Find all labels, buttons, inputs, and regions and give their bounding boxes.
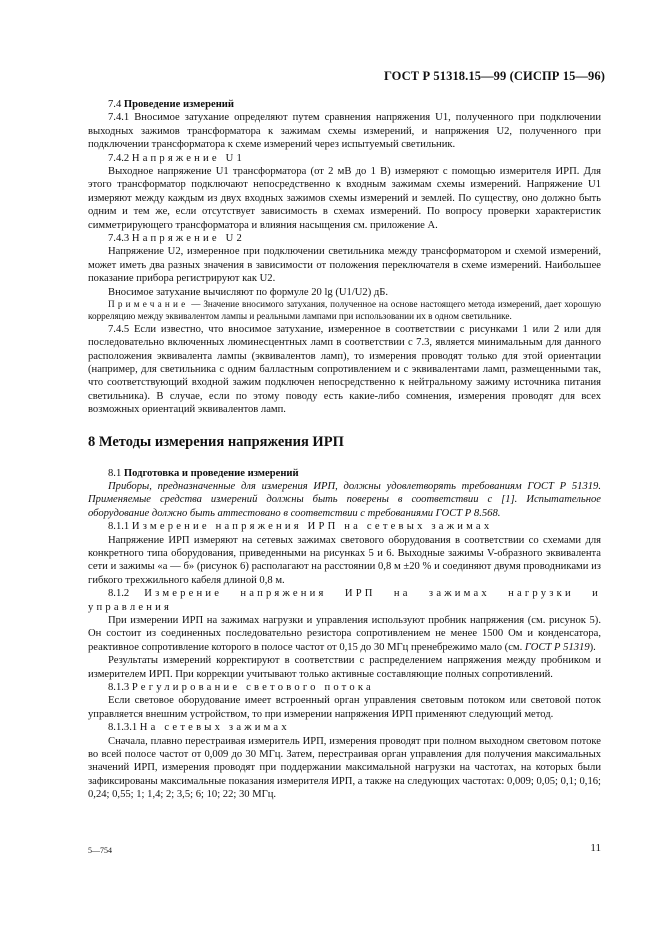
note-label: Примечание <box>108 299 189 310</box>
paragraph-text: ). <box>589 641 596 653</box>
subsection-number: 7.4.3 <box>108 233 130 245</box>
subsection-8-1-1-heading <box>88 520 601 533</box>
paragraph-results-correction: Результаты измерений корректируют в соответствии с распределением напряжения между пробником и измерителем ИРП. При коррекции учитывают только активные составляющие полных сопротивлений. <box>88 655 601 680</box>
paragraph-7-4-1: 7.4.1 Вносимое затухание определяют путем сравнения напряжения U1, полученного при подключении выходных зажимов трансформатора к зажимам схемы измерений, и напряжения U2, полученного при подключении трансформатора к схеме измерений через испытуемый светильник. <box>88 112 601 151</box>
subsection-number: 7.4.2 <box>108 152 130 164</box>
standard-reference: ГОСТ Р 51319 <box>524 641 590 653</box>
paragraph-8-1-2 <box>88 614 601 654</box>
document-header: ГОСТ Р 51318.15—99 (СИСПР 15—96) <box>383 69 605 83</box>
subsection-title: Подготовка и проведение измерений <box>123 467 299 479</box>
subsection-number: 8.1.3 <box>108 682 130 694</box>
subsection-7-4-3-heading <box>88 232 601 245</box>
subsection-number: 8.1 <box>108 467 122 479</box>
section-8-title: 8 Методы измерения напряжения ИРП <box>88 433 344 450</box>
subsection-title: Регулирование светового потока <box>131 682 374 694</box>
subsection-title: Напряжение U1 <box>131 152 246 164</box>
paragraph-text: При измерении ИРП на зажимах нагрузки и управления используют пробник напряжения (см. рисунок 5). Он состоит из соединенных последовательно резистора сопротивлением не менее 1500 Ом и конденсатора, реактивное сопротивление которого в полосе частот от 0,15 до 30 МГц пренебрежимо мало (см. <box>88 615 601 653</box>
subsection-7-4-heading <box>88 98 601 111</box>
subsection-number: 8.1.3.1 <box>108 722 138 734</box>
subsection-title: Проведение измерений <box>123 99 235 110</box>
subsection-8-1-2-heading <box>88 587 601 614</box>
subsection-number: 8.1.1 <box>108 521 130 533</box>
subsection-8-1-3-1-heading <box>88 721 601 734</box>
print-code: 5—754 <box>88 846 112 855</box>
subsection-title: Напряжение U2 <box>131 233 246 245</box>
document-body <box>88 98 601 802</box>
note <box>88 299 601 323</box>
subsection-title: На сетевых зажимах <box>139 722 290 734</box>
paragraph-7-4-2: Выходное напряжение U1 трансформатора (от 2 мВ до 1 В) измеряют с помощью измерителя ИРП. Для этого трансформатор подключают непосредственно к входным зажимам схемы измерений. Напряжение U1 измеряют между каждым из двух входных зажимов схемы измерений и землей. По существу, оно должно быть одним и тем же, если отсутствует зависимость в схемах измерений. По вопросу проверки характеристик симметрирующего трансформатора и влияния насыщения см. приложение А. <box>88 166 601 231</box>
subsection-number: 8.1.2 <box>108 588 130 600</box>
subsection-title: Измерение напряжения ИРП на сетевых зажимах <box>131 521 493 533</box>
subsection-title: Измерение напряжения ИРП на зажимах нагрузки и управления <box>88 588 601 613</box>
subsection-7-4-2-heading <box>88 152 601 165</box>
note-body: — Значение вносимого затухания, полученное на основе настоящего метода измерений, дает хорошую корреляцию между эквивалентом лампы и реальными лампами при использовании их в одном светильнике. <box>88 299 601 321</box>
paragraph-8-1-1: Напряжение ИРП измеряют на сетевых зажимах светового оборудования в соответствии со схемами для конкретного типа оборудования, приведенными на рисунках 5 и 6. Выходные зажимы V-образного эквивалента сети и зажимы «а — б» (рисунок 6) располагают на расстоянии 0,8 м ±20 % и соединяют двумя проводниками из гибкого трехжильного кабеля длиной 0,8 м. <box>88 534 601 586</box>
paragraph-7-4-5: 7.4.5 Если известно, что вносимое затухание, измеренное в соответствии с рисунками 1 или 2 или для последовательно включенных люминесцентных ламп в соответствии с 7.3, является минимальным для данного расположения эквивалента лампы (эквивалентов ламп), то измерения проводят только для этой ориентации (например, для светильника с одним балластным сопротивлением и с эквивалентами ламп, размещенными так, что соответствующий входной зажим подключен непосредственно к нейтральному зажиму источника питания светильника). В случае, если по этому поводу есть какие-либо сомнения, измерения проводят для всех возможных ориентаций эквивалентов ламп. <box>88 323 601 416</box>
paragraph-formula: Вносимое затухание вычисляют по формуле 20 lg (U1/U2) дБ. <box>108 286 389 298</box>
subsection-number: 7.4 <box>108 99 122 110</box>
subsection-8-1-3-heading <box>88 681 601 694</box>
subsection-8-1-heading <box>88 467 601 480</box>
paragraph-7-4-3: Напряжение U2, измеренное при подключении светильника между трансформатором и схемой измерений, может иметь два разных значения в зависимости от положения переключателя в схеме измерений. Наибольшее показание прибора регистрируют как U2. <box>88 246 601 285</box>
paragraph-8-1-requirements: Приборы, предназначенные для измерения ИРП, должны удовлетворять требованиям ГОСТ Р 51319. Применяемые средства измерений должны быть поверены в соответствии с [1]. Испытательное оборудование должно быть аттестовано в соответствии с требованиями ГОСТ Р 8.568. <box>88 480 601 519</box>
page-number: 11 <box>590 842 601 854</box>
paragraph-8-1-3: Если световое оборудование имеет встроенный орган управления световым потоком или световой поток управляется внешним устройством, то при измерении напряжения ИРП применяют следующий метод. <box>88 695 601 720</box>
paragraph-8-1-3-1: Сначала, плавно перестраивая измеритель ИРП, измерения проводят при полном выходном световом потоке во всей полосе частот от 0,009 до 30 МГц. Затем, перестраивая орган управления для получения максимальных значений ИРП, измерения проводят при поддержании максимальной нагрузки на частотах, на которых были зафиксированы максимальные показания измерителя ИРП, а также на следующих частотах: 0,009; 0,05; 0,1; 0,16; 0,24; 0,55; 1; 1,4; 2; 3,5; 6; 10; 22; 30 МГц. <box>88 735 601 801</box>
